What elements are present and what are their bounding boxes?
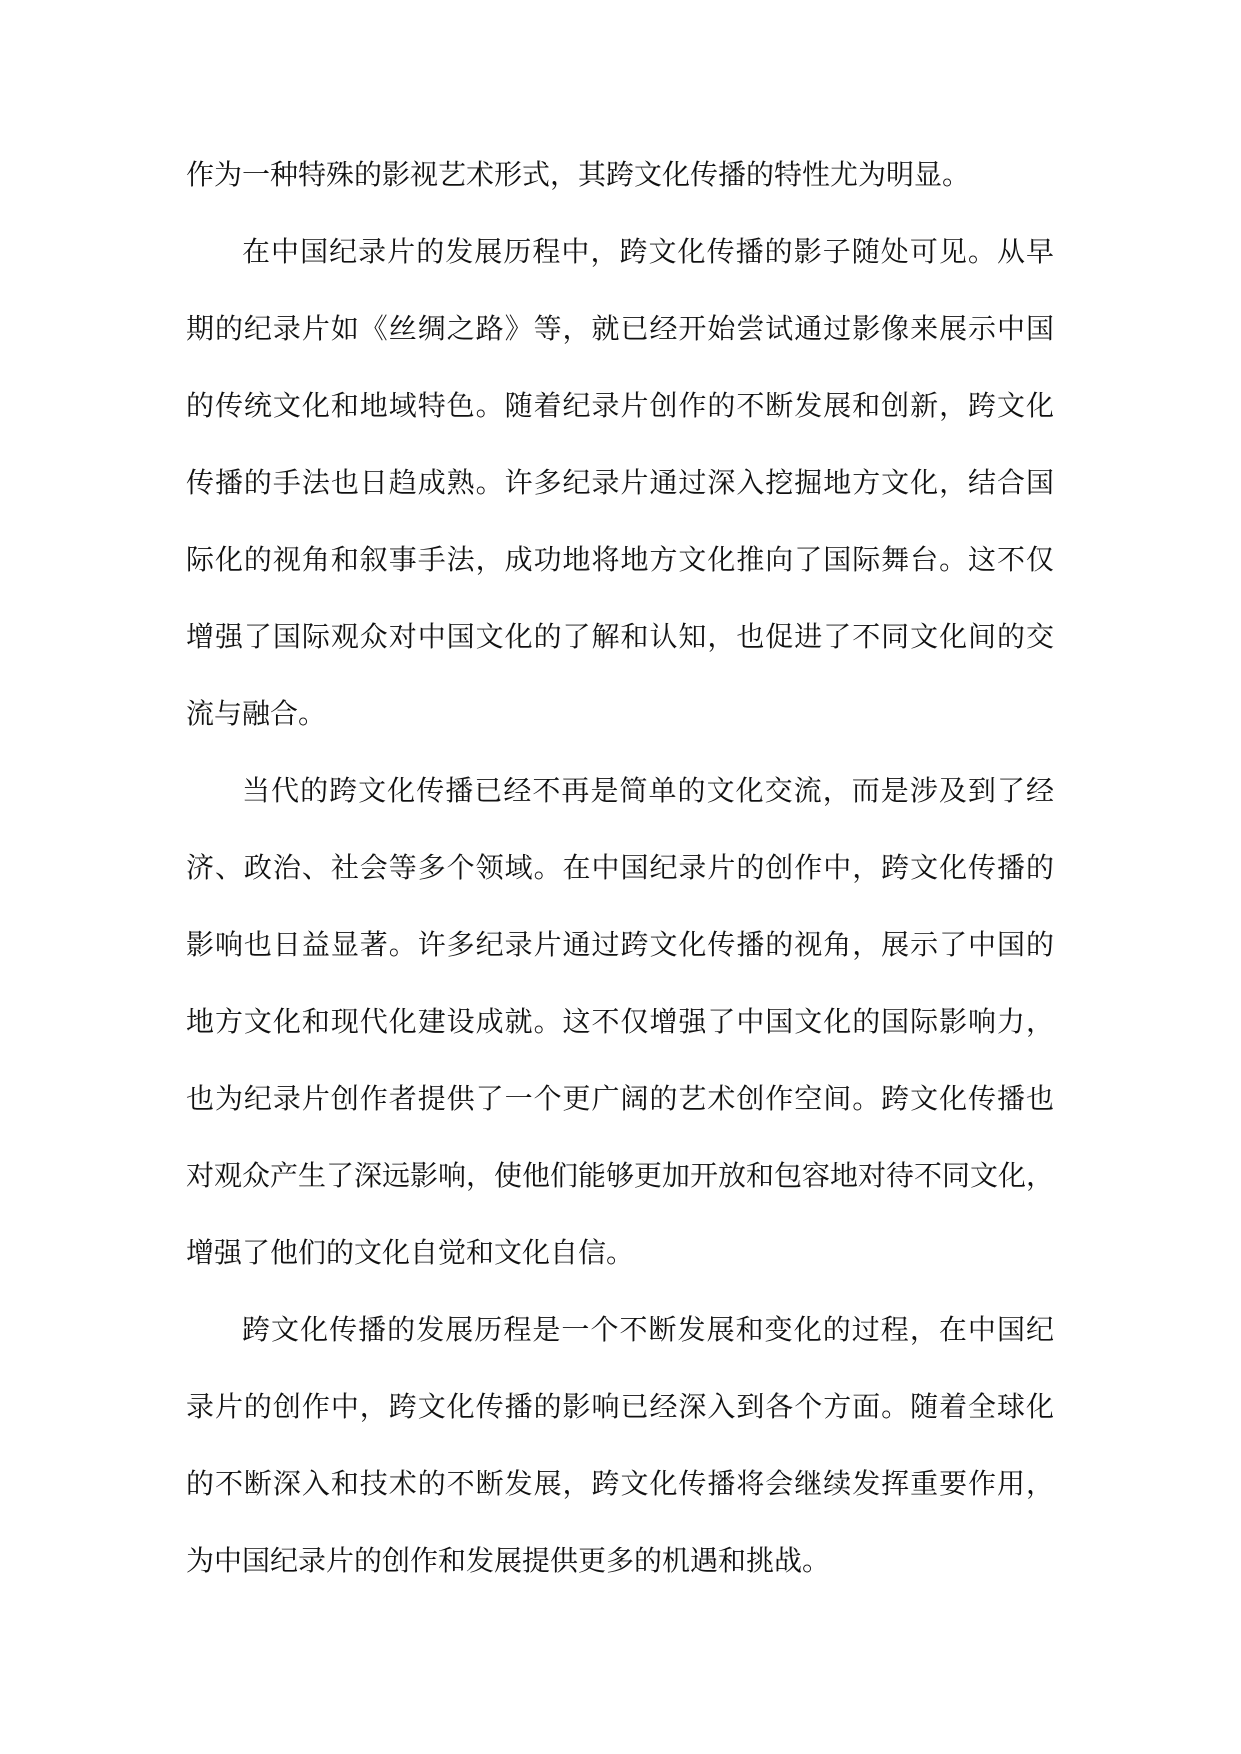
paragraph (186, 136, 1054, 213)
text-line: 增强了他们的文化自觉和文化自信。 (186, 1236, 635, 1269)
text-line: 对观众产生了深远影响，使他们能够更加开放和包容地对待不同文化， (186, 1159, 1055, 1192)
text-line: 增强了国际观众对中国文化的了解和认知，也促进了不同文化间的交 (186, 620, 1054, 653)
text-line: 影响也日益显著。许多纪录片通过跨文化传播的视角，展示了中国的 (186, 928, 1054, 961)
paragraph (186, 1291, 1054, 1599)
text-line: 济、政治、社会等多个领域。在中国纪录片的创作中，跨文化传播的 (186, 851, 1054, 884)
text-line: 的不断深入和技术的不断发展，跨文化传播将会继续发挥重要作用， (186, 1467, 1054, 1500)
text-line: 录片的创作中，跨文化传播的影响已经深入到各个方面。随着全球化 (186, 1390, 1054, 1423)
text-line: 作为一种特殊的影视艺术形式，其跨文化传播的特性尤为明显。 (186, 158, 971, 191)
paragraph (186, 213, 1054, 752)
paragraph (186, 752, 1054, 1291)
text-line: 的传统文化和地域特色。随着纪录片创作的不断发展和创新，跨文化 (186, 389, 1054, 422)
text-line: 际化的视角和叙事手法，成功地将地方文化推向了国际舞台。这不仅 (186, 543, 1054, 576)
text-line: 也为纪录片创作者提供了一个更广阔的艺术创作空间。跨文化传播也 (186, 1082, 1054, 1115)
text-line: 传播的手法也日趋成熟。许多纪录片通过深入挖掘地方文化，结合国 (186, 466, 1054, 499)
text-line: 当代的跨文化传播已经不再是简单的文化交流，而是涉及到了经 (242, 774, 1054, 807)
text-line: 地方文化和现代化建设成就。这不仅增强了中国文化的国际影响力， (186, 1005, 1054, 1038)
body-text (186, 136, 1054, 1599)
text-line: 期的纪录片如《丝绸之路》等，就已经开始尝试通过影像来展示中国 (186, 312, 1054, 345)
text-line: 为中国纪录片的创作和发展提供更多的机遇和挑战。 (186, 1544, 831, 1577)
text-line: 跨文化传播的发展历程是一个不断发展和变化的过程，在中国纪 (242, 1313, 1054, 1346)
text-line: 流与融合。 (186, 697, 327, 730)
text-line: 在中国纪录片的发展历程中，跨文化传播的影子随处可见。从早 (242, 235, 1054, 268)
